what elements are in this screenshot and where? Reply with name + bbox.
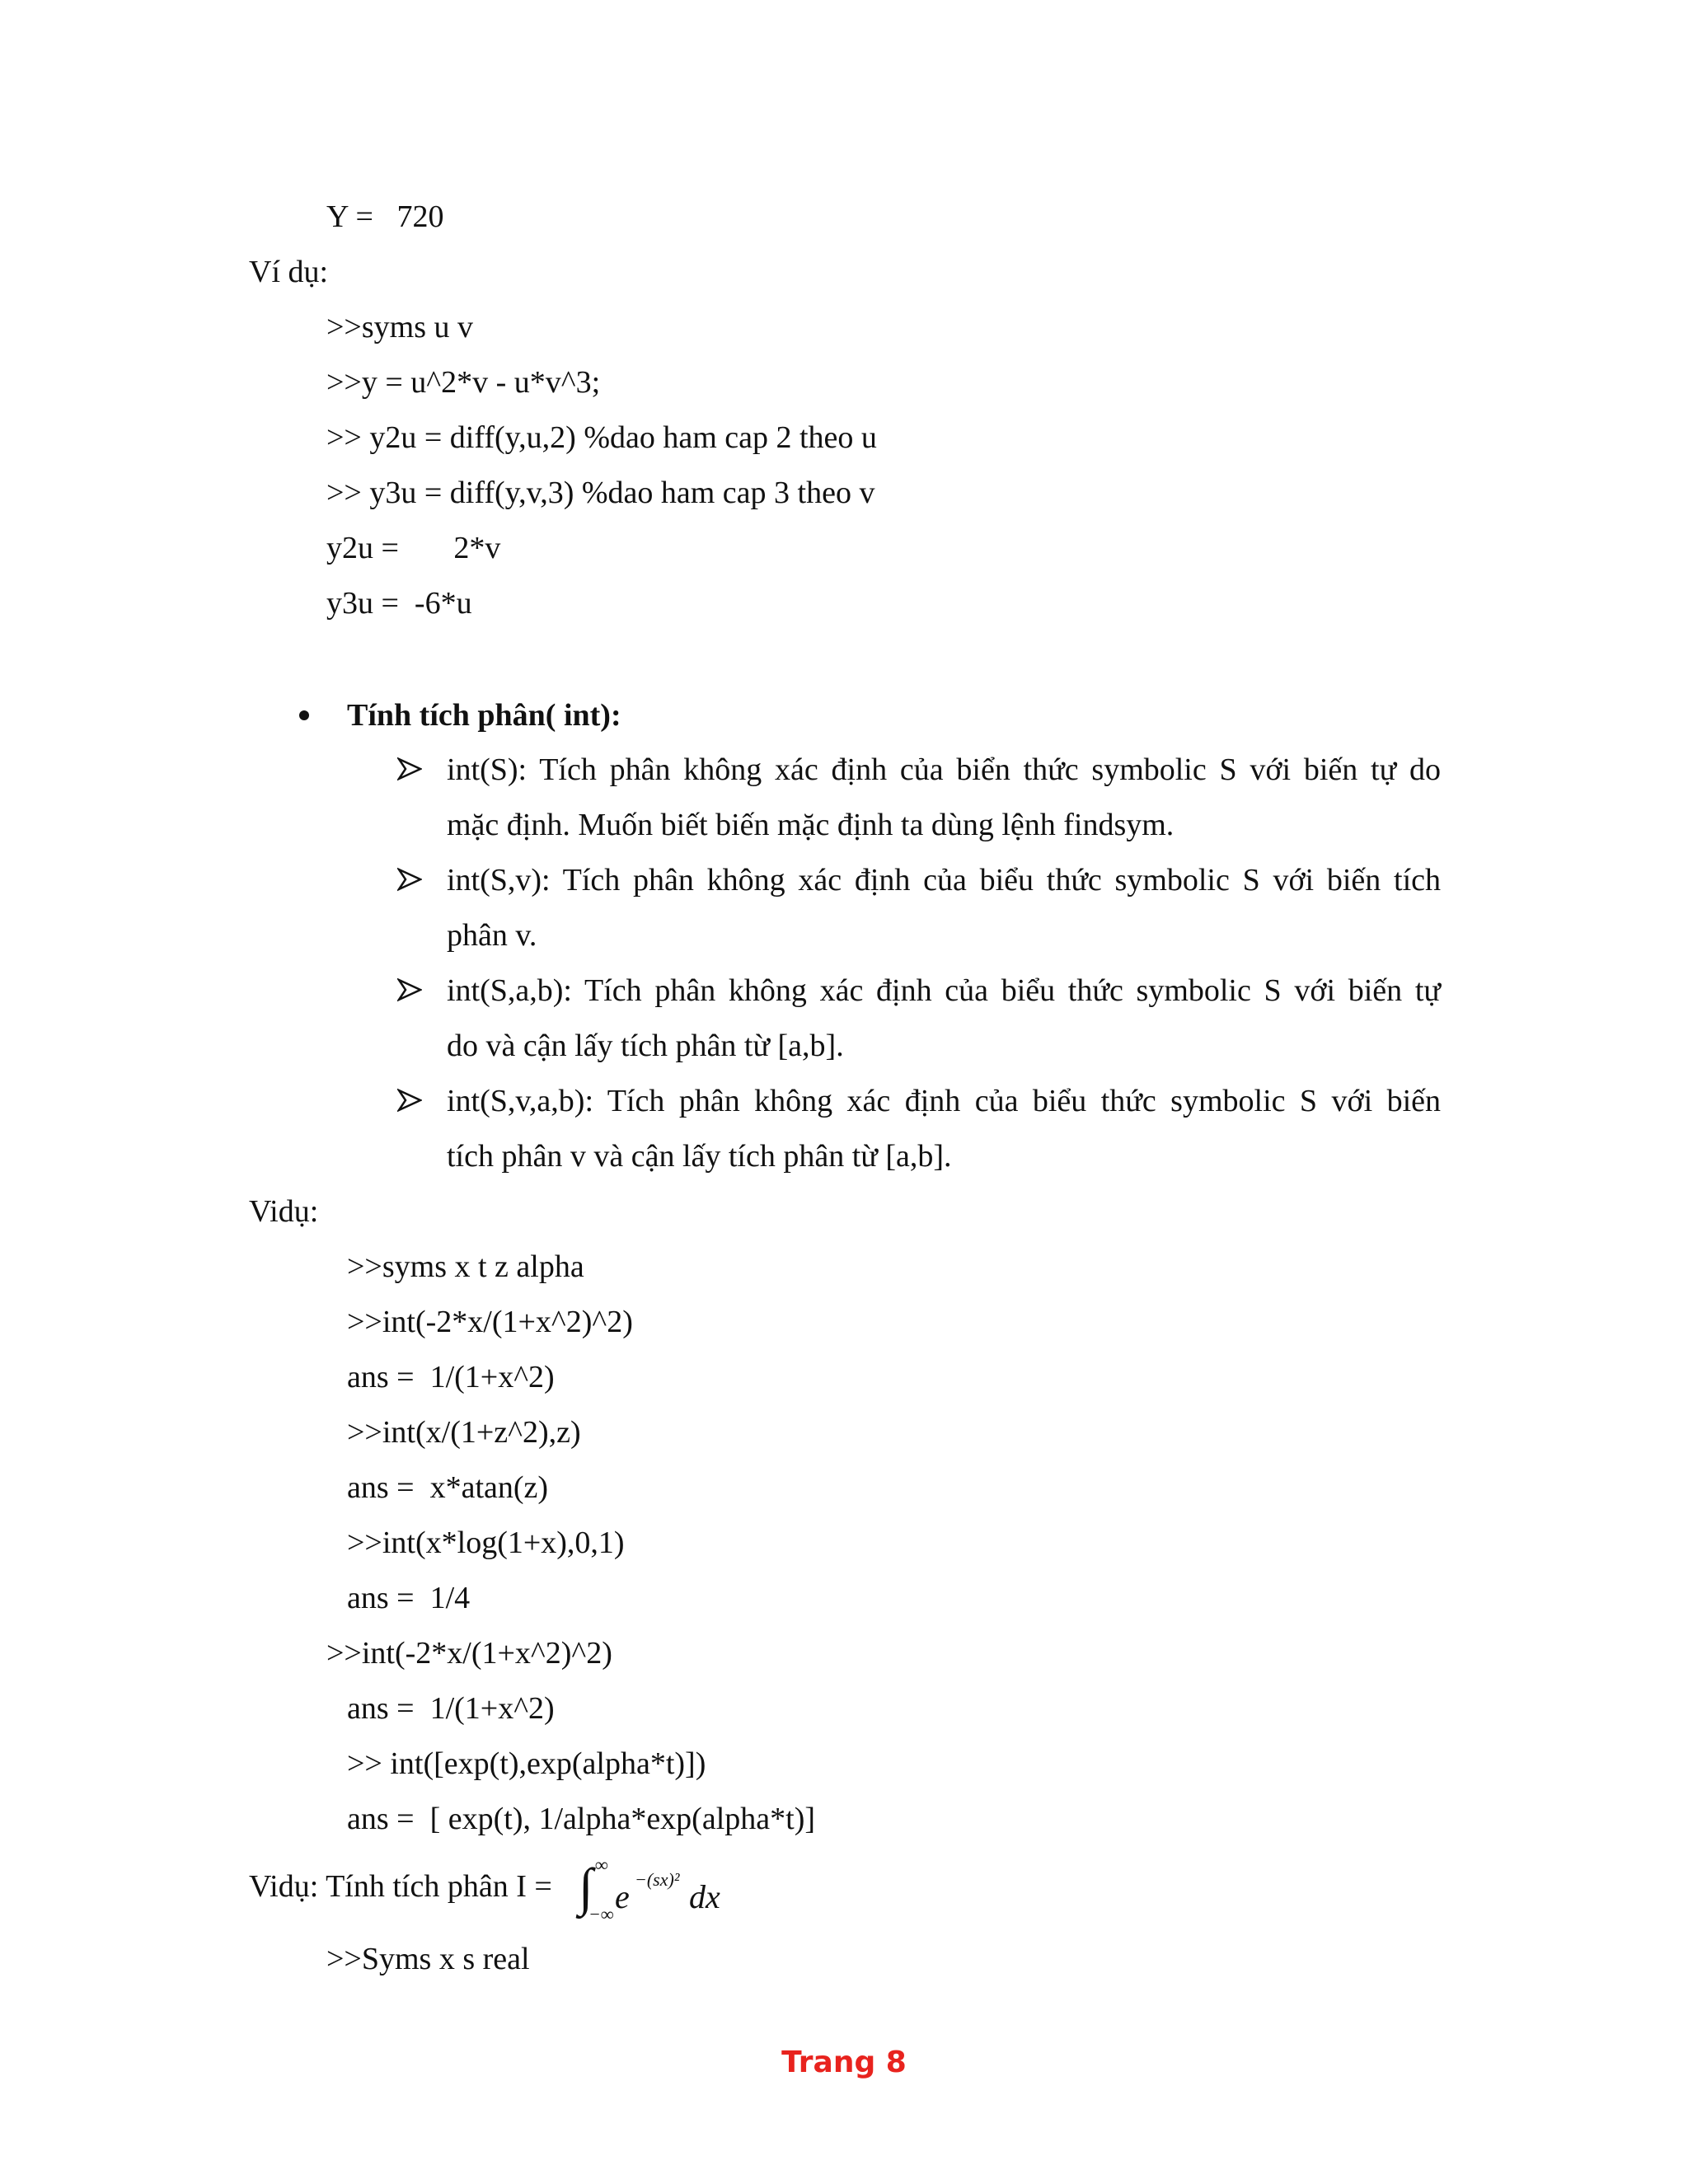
- page-number: Trang 8: [781, 2046, 907, 2079]
- section-heading: Tính tích phân( int):: [347, 698, 621, 733]
- integral-sign: ∫: [579, 1858, 593, 1916]
- example-label: Vidụ: Tính tích phân I =: [249, 1869, 560, 1904]
- code-line: >> y3u = diff(y,v,3) %dao ham cap 3 theo v: [326, 476, 875, 510]
- result-y: Y = 720: [326, 199, 444, 234]
- arrow-bullet-icon: [397, 977, 422, 1002]
- code-line: >>int(-2*x/(1+x^2)^2): [347, 1305, 633, 1339]
- code-line: >>int(x*log(1+x),0,1): [347, 1526, 625, 1560]
- code-line: >>Syms x s real: [326, 1942, 530, 1976]
- integrand-exponent: −(sx)²: [635, 1869, 680, 1890]
- lower-limit: −∞: [588, 1904, 614, 1924]
- code-line: >>int(x/(1+z^2),z): [347, 1415, 581, 1450]
- list-item-text: phân v.: [447, 918, 537, 953]
- code-output: y3u = -6*u: [326, 586, 472, 621]
- code-line: >> y2u = diff(y,u,2) %dao ham cap 2 theo u: [326, 420, 877, 455]
- code-output: y2u = 2*v: [326, 531, 501, 565]
- code-line: >>y = u^2*v - u*v^3;: [326, 365, 601, 400]
- list-item-text: int(S,v): Tích phân không xác định của biểu thức symbolic S với biến tích: [447, 863, 1441, 898]
- integral-formula: [577, 1854, 742, 1927]
- arrow-bullet-icon: [397, 1088, 422, 1113]
- code-line: >> int([exp(t),exp(alpha*t)]): [347, 1746, 706, 1781]
- code-line: >>int(-2*x/(1+x^2)^2): [326, 1636, 612, 1671]
- example-label: Vidụ:: [249, 1194, 319, 1229]
- code-line: >>syms x t z alpha: [347, 1249, 584, 1284]
- example-label: Ví dụ:: [249, 255, 329, 289]
- code-line: >>syms u v: [326, 310, 473, 344]
- list-item-text: tích phân v và cận lấy tích phân từ [a,b].: [447, 1139, 952, 1174]
- bullet-icon: [299, 710, 309, 720]
- list-item-text: int(S,a,b): Tích phân không xác định của biểu thức symbolic S với biến tự: [447, 973, 1441, 1008]
- list-item-text: do và cận lấy tích phân từ [a,b].: [447, 1029, 844, 1063]
- list-item-text: int(S): Tích phân không xác định của biển thức symbolic S với biến tự do: [447, 752, 1441, 787]
- arrow-bullet-icon: [397, 757, 422, 781]
- code-output: ans = 1/4: [347, 1581, 471, 1615]
- code-output: ans = 1/(1+x^2): [347, 1360, 555, 1394]
- upper-limit: ∞: [595, 1854, 608, 1875]
- code-output: ans = x*atan(z): [347, 1470, 549, 1505]
- list-item-text: int(S,v,a,b): Tích phân không xác định của biểu thức symbolic S với biến: [447, 1084, 1441, 1118]
- arrow-bullet-icon: [397, 867, 422, 892]
- code-output: ans = 1/(1+x^2): [347, 1691, 555, 1726]
- integrand-base: e: [615, 1878, 630, 1915]
- list-item-text: mặc định. Muốn biết biến mặc định ta dùng lệnh findsym.: [447, 808, 1175, 842]
- differential: dx: [689, 1878, 720, 1915]
- code-output: ans = [ exp(t), 1/alpha*exp(alpha*t)]: [347, 1802, 815, 1836]
